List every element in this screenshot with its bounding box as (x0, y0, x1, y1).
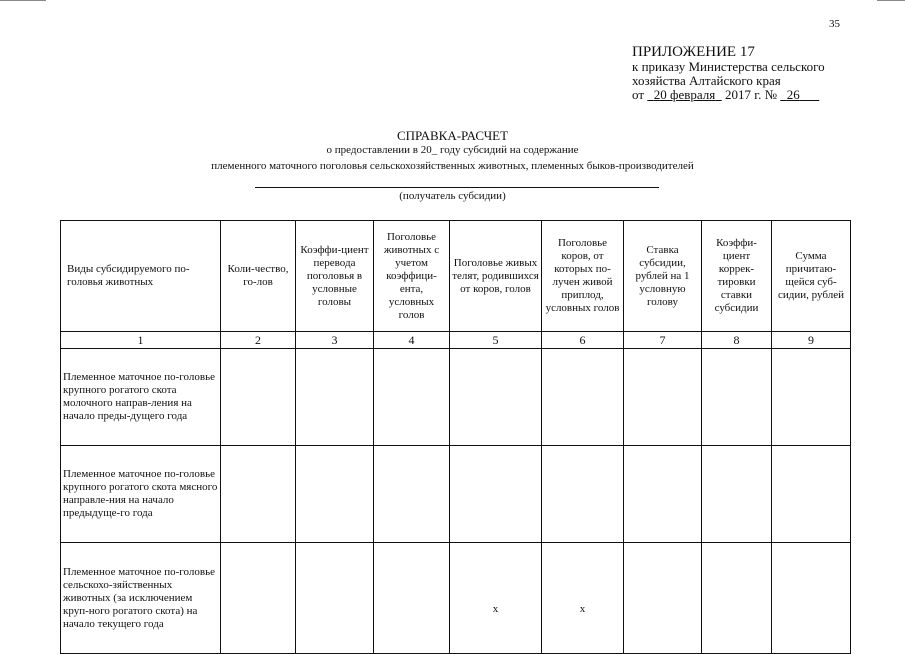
date-year: 2017 г. № (724, 87, 777, 102)
header-cell: Виды субсидируемого по-головья животных (61, 221, 221, 332)
scan-edge-mark-right (877, 0, 905, 1)
empty-cell (296, 446, 374, 543)
table-row (61, 543, 851, 654)
cell-col6: x (542, 543, 624, 654)
empty-cell (374, 446, 450, 543)
column-number: 8 (702, 332, 772, 349)
row-label: Племенное маточное по-головье крупного рогатого скота мясного направле-ния на начало предыдуще-го года (61, 446, 221, 543)
row-label: Племенное маточное по-головье сельскохо-зяйственных животных (за исключением круп-ного рогатого скота) на начало текущего года (61, 543, 221, 654)
column-number: 2 (221, 332, 296, 349)
empty-cell (374, 349, 450, 446)
empty-cell (702, 543, 772, 654)
empty-cell (772, 446, 851, 543)
appendix-date-line (632, 88, 825, 102)
header-cell: Коли-чество, го-лов (221, 221, 296, 332)
header-cell: Коэффи-циент коррек-тировки ставки субсидии (702, 221, 772, 332)
header-cell: Коэффи-циент перевода поголовья в условные головы (296, 221, 374, 332)
table-row (61, 446, 851, 543)
cell-col6 (542, 446, 624, 543)
empty-cell (772, 543, 851, 654)
recipient-fill-line (255, 187, 659, 188)
empty-cell (624, 349, 702, 446)
subtitle-line-1: о предоставлении в 20_ году субсидий на содержание (326, 144, 579, 156)
appendix-line-1: к приказу Министерства сельского (632, 59, 825, 74)
cell-col5 (450, 349, 542, 446)
empty-cell (772, 349, 851, 446)
appendix-line-2: хозяйства Алтайского края (632, 73, 781, 88)
empty-cell (221, 446, 296, 543)
empty-cell (296, 349, 374, 446)
column-number: 9 (772, 332, 851, 349)
header-cell: Сумма причитаю-щейся суб-сидии, рублей (772, 221, 851, 332)
column-number: 4 (374, 332, 450, 349)
appendix-title: ПРИЛОЖЕНИЕ 17 (632, 44, 755, 60)
column-number: 6 (542, 332, 624, 349)
header-cell: Поголовье коров, от которых по-лучен живой приплод, условных голов (542, 221, 624, 332)
cell-col5: x (450, 543, 542, 654)
column-number: 5 (450, 332, 542, 349)
scan-edge-mark-left (0, 0, 46, 1)
empty-cell (374, 543, 450, 654)
recipient-caption: (получатель субсидии) (399, 190, 506, 202)
empty-cell (296, 543, 374, 654)
appendix-block (632, 44, 825, 102)
column-number: 3 (296, 332, 374, 349)
order-number: 26 (786, 87, 800, 102)
column-number: 1 (61, 332, 221, 349)
row-label: Племенное маточное по-головье крупного рогатого скота молочного направ-ления на начало преды-дущего года (61, 349, 221, 446)
header-row (61, 221, 851, 332)
empty-cell (702, 446, 772, 543)
empty-cell (624, 543, 702, 654)
empty-cell (221, 349, 296, 446)
header-cell: Ставка субсидии, рублей на 1 условную голову (624, 221, 702, 332)
table-row (61, 349, 851, 446)
subtitle-line-2: племенного маточного поголовья сельскохозяйственных животных, племенных быков-производителей (211, 160, 694, 172)
document-title: СПРАВКА-РАСЧЕТ (396, 128, 509, 143)
subsidy-table (60, 220, 851, 654)
date-prefix: от (632, 87, 645, 102)
cell-col5 (450, 446, 542, 543)
page-number: 35 (829, 18, 840, 30)
header-cell: Поголовье животных с учетом коэффици-ента, условных голов (374, 221, 450, 332)
header-cell: Поголовье живых телят, родившихся от коров, голов (450, 221, 542, 332)
empty-cell (702, 349, 772, 446)
column-number-row (61, 332, 851, 349)
empty-cell (221, 543, 296, 654)
column-number: 7 (624, 332, 702, 349)
empty-cell (624, 446, 702, 543)
cell-col6 (542, 349, 624, 446)
date-value: 20 февраля (653, 87, 716, 102)
